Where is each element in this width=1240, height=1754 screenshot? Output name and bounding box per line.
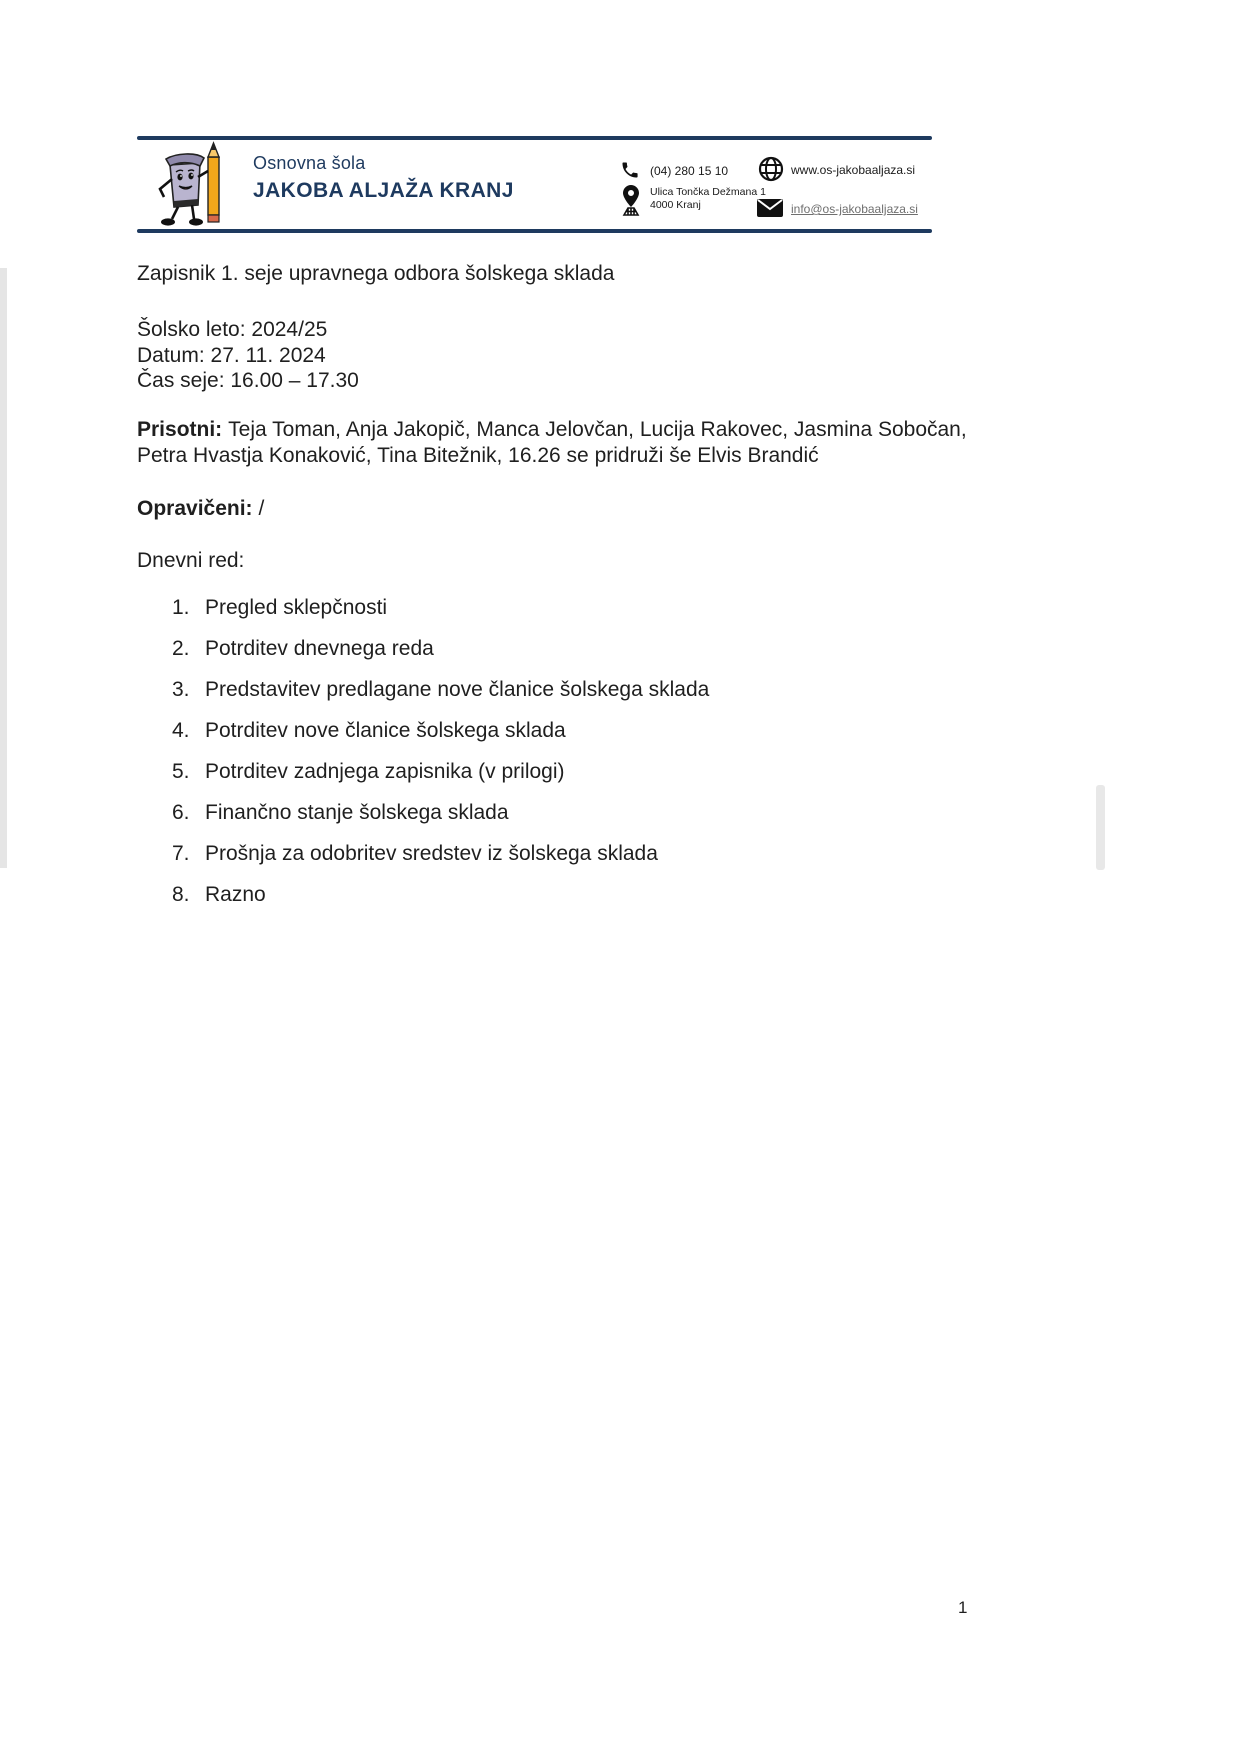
excused-label: Opravičeni: bbox=[137, 497, 253, 520]
time-line: Čas seje: 16.00 – 17.30 bbox=[137, 369, 359, 392]
excused-paragraph bbox=[137, 497, 264, 521]
agenda-item-number: 8. bbox=[172, 883, 190, 906]
agenda-item bbox=[172, 719, 709, 743]
agenda-item-text: Potrditev nove članice šolskega sklada bbox=[205, 719, 566, 742]
agenda-item bbox=[172, 596, 709, 620]
agenda-item-text: Predstavitev predlagane nove članice šolskega sklada bbox=[205, 678, 710, 701]
school-name bbox=[253, 153, 514, 203]
phone-icon bbox=[620, 160, 640, 180]
envelope-icon bbox=[756, 198, 784, 218]
school-address bbox=[650, 186, 766, 212]
excused-value: / bbox=[258, 497, 265, 520]
school-name-line2: JAKOBA ALJAŽA KRANJ bbox=[253, 179, 514, 202]
letterhead-rule-bottom bbox=[137, 229, 932, 233]
address-line2: 4000 Kranj bbox=[650, 199, 701, 211]
location-pin-icon bbox=[620, 184, 642, 216]
school-year-line: Šolsko leto: 2024/25 bbox=[137, 318, 328, 341]
agenda-item-text: Prošnja za odobritev sredstev iz šolskega sklada bbox=[205, 842, 658, 865]
agenda-item-number: 6. bbox=[172, 801, 190, 824]
agenda-item bbox=[172, 637, 709, 661]
school-mascot-logo bbox=[148, 139, 240, 231]
date-line: Datum: 27. 11. 2024 bbox=[137, 343, 326, 367]
school-name-line1: Osnovna šola bbox=[253, 153, 366, 173]
agenda-item bbox=[172, 678, 709, 702]
letterhead-rule-top bbox=[137, 136, 932, 140]
agenda-item-number: 5. bbox=[172, 760, 190, 783]
agenda-item-number: 1. bbox=[172, 596, 190, 619]
website-url: www.os-jakobaaljaza.si bbox=[791, 163, 916, 177]
meeting-meta bbox=[137, 317, 359, 394]
agenda-heading: Dnevni red: bbox=[137, 549, 245, 572]
agenda-item-text: Potrditev zadnjega zapisnika (v prilogi) bbox=[205, 760, 565, 783]
phone-number: (04) 280 15 10 bbox=[650, 164, 729, 178]
agenda-item-text: Pregled sklepčnosti bbox=[205, 596, 388, 619]
address-line1: Ulica Tončka Dežmana 1 bbox=[650, 186, 766, 198]
attendees-label: Prisotni: bbox=[137, 418, 223, 441]
globe-icon bbox=[758, 156, 784, 182]
pencil-icon bbox=[208, 143, 219, 222]
agenda-item-text: Potrditev dnevnega reda bbox=[205, 637, 434, 660]
agenda-item-text: Finančno stanje šolskega sklada bbox=[205, 801, 509, 824]
agenda-list bbox=[172, 596, 709, 924]
agenda-item bbox=[172, 801, 709, 825]
agenda-item-number: 4. bbox=[172, 719, 190, 742]
scan-artifact-right bbox=[1096, 785, 1105, 870]
agenda-item bbox=[172, 760, 709, 784]
agenda-item bbox=[172, 842, 709, 866]
scan-artifact-left bbox=[0, 268, 7, 868]
agenda-item-number: 2. bbox=[172, 637, 190, 660]
document-title: Zapisnik 1. seje upravnega odbora šolskega sklada bbox=[137, 262, 615, 285]
email-link[interactable]: info@os-jakobaaljaza.si bbox=[791, 202, 918, 216]
agenda-item-text: Razno bbox=[205, 883, 266, 906]
agenda-item-number: 7. bbox=[172, 842, 190, 865]
agenda-item bbox=[172, 883, 709, 907]
attendees-names: Teja Toman, Anja Jakopič, Manca Jelovčan, Lucija Rakovec, Jasmina Sobočan, Petra Hvastja Konaković, Tina Bitežnik, 16.26 se pridruži še Elvis Brandić bbox=[137, 418, 967, 467]
agenda-item-number: 3. bbox=[172, 678, 190, 701]
page-number: 1 bbox=[958, 1598, 968, 1617]
attendees-paragraph bbox=[137, 417, 977, 469]
